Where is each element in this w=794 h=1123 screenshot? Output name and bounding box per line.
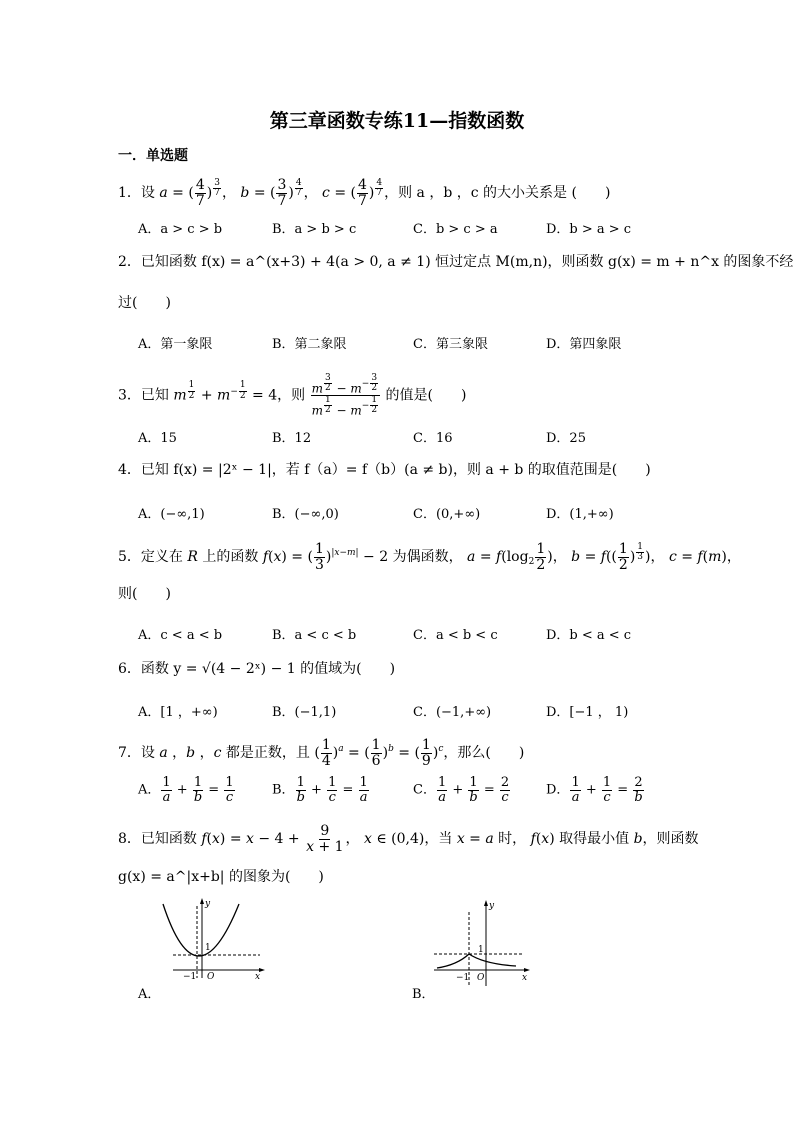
q1-option-d[interactable]: D．b > a > c xyxy=(546,222,632,237)
q6-option-b[interactable]: B．(−1,1) xyxy=(272,705,337,720)
q8-option-b-label[interactable]: B． xyxy=(412,987,435,1002)
svg-text:x: x xyxy=(255,972,261,980)
svg-text:O: O xyxy=(207,972,215,980)
question-4: 4．已知 f(x) = |2ˣ − 1|，若 f（a）= f（b）(a ≠ b)，则 a + b 的取值范围是( ) xyxy=(118,462,651,478)
q2-option-a[interactable]: A．第一象限 xyxy=(138,337,213,352)
question-5-line-1: 5．定义在 R 上的函数 f(x) = ( $\frac{1}{3}$ )$^{|x-m|}$ − 2 为偶函数， $a = f(\log_2$ $\frac{1}{2}$ )， b = f(( $\frac{1}{2}$ ) $^{\frac{1}{3}}$ )， c = f(m)， xyxy=(118,541,741,573)
question-8-line-1: 8．已知函数 f(x) = x − 4 + $\frac{9}{x + 1}$ ， x ∈ (0,4)，当 x = a 时， f(x) 取得最小值 b，则函数 xyxy=(118,823,699,855)
q3-option-b[interactable]: B．12 xyxy=(272,431,312,446)
q4-option-b[interactable]: B．(−∞,0) xyxy=(272,507,339,522)
q2-option-c[interactable]: C．第三象限 xyxy=(413,337,488,352)
q5-option-c[interactable]: C．a < b < c xyxy=(413,628,498,643)
q2-option-d[interactable]: D．第四象限 xyxy=(546,337,622,352)
q5-option-d[interactable]: D．b < a < c xyxy=(546,628,632,643)
svg-text:−1: −1 xyxy=(183,972,197,980)
q7-option-a[interactable]: A． $\frac{1}{a}$ + $\frac{1}{b}$ = $\frac{1}{c}$ xyxy=(138,775,234,805)
q7-option-b[interactable]: B． $\frac{1}{b}$ + $\frac{1}{c}$ = $\frac{1}{a}$ xyxy=(272,775,368,805)
q4-option-c[interactable]: C．(0,+∞) xyxy=(413,507,481,522)
q7-option-c[interactable]: C． $\frac{1}{a}$ + $\frac{1}{b}$ = $\frac{2}{c}$ xyxy=(413,775,510,805)
question-6: 6．函数 y = √(4 − 2ˣ) − 1 的值域为( ) xyxy=(118,661,396,677)
svg-text:x: x xyxy=(522,973,528,983)
q1-prefix: 1．设 xyxy=(118,185,155,202)
q1-tail: ，则 a ，b ，c 的大小关系是 ( ) xyxy=(384,185,611,202)
q3-option-c[interactable]: C．16 xyxy=(413,431,453,446)
q6-option-a[interactable]: A．[1 ，+∞) xyxy=(138,705,218,720)
q7-option-d[interactable]: D． $\frac{1}{a}$ + $\frac{1}{c}$ = $\frac{2}{b}$ xyxy=(546,775,643,805)
svg-text:−1: −1 xyxy=(456,973,470,983)
q5-option-b[interactable]: B．a < c < b xyxy=(272,628,357,643)
question-1: 1．设 a = ( $\frac{4}{7}$ ) $^{\frac{3}{7}}$ ， b = ( $\frac{3}{7}$ ) $^{\frac{4}{7}}$ ， c = ( $\frac{4}{7}$ ) $^{\frac{4}{7}}$ ，则 a ，b ，c 的大小关系是 ( ) xyxy=(118,177,611,209)
q3-prefix: 3．已知 xyxy=(118,387,169,404)
graph-option-b[interactable] xyxy=(432,898,537,988)
svg-text:1: 1 xyxy=(205,943,211,953)
q1-option-b[interactable]: B．a > b > c xyxy=(272,222,357,237)
q4-option-a[interactable]: A．(−∞,1) xyxy=(138,507,205,522)
question-8-line-2: g(x) = a^|x+b| 的图象为( ) xyxy=(118,869,324,885)
question-2-line-2: 过( ) xyxy=(118,295,171,311)
svg-text:O: O xyxy=(477,973,485,983)
question-7: 7．设 a ，b ，c 都是正数，且 ( $\frac{1}{4}$ )$^a$ = ( $\frac{1}{6}$ )$^b$ = ( $\frac{1}{9}$ )$^c$，那么( ) xyxy=(118,737,525,769)
q6-option-d[interactable]: D．[−1 ， 1) xyxy=(546,705,629,720)
q5-option-a[interactable]: A．c < a < b xyxy=(138,628,223,643)
q6-option-c[interactable]: C．(−1,+∞) xyxy=(413,705,492,720)
svg-text:1: 1 xyxy=(478,945,484,955)
page-title: 第三章函数专练11—指数函数 xyxy=(269,110,525,132)
q3-option-a[interactable]: A．15 xyxy=(138,431,177,446)
q8-option-a-label[interactable]: A． xyxy=(138,987,161,1002)
question-3: 3．已知 m $^{\frac{1}{2}}$ + $m^{- \frac{1}{2}}$ = 4，则 m $^{\frac{3}{2}}$ − $m^{- \frac{3}{2}}$ m $^{\frac{1}{2}}$ − $m^{- \frac{1}{2}}$ 的值是( ) xyxy=(118,373,467,418)
section-heading: 一．单选题 xyxy=(118,148,188,164)
svg-text:y: y xyxy=(489,901,495,911)
graph-option-a[interactable] xyxy=(155,898,270,980)
question-2-line-1: 2．已知函数 f(x) = a^(x+3) + 4(a > 0, a ≠ 1) 恒过定点 M(m,n)，则函数 g(x) = m + n^x 的图象不经 xyxy=(118,254,794,270)
question-5-line-2: 则( ) xyxy=(118,586,171,602)
q1-option-c[interactable]: C．b > c > a xyxy=(413,222,498,237)
q2-option-b[interactable]: B．第二象限 xyxy=(272,337,347,352)
q7-tail: ，那么( ) xyxy=(443,745,525,762)
svg-text:y: y xyxy=(205,899,211,909)
q4-option-d[interactable]: D．(1,+∞) xyxy=(546,507,614,522)
q3-option-d[interactable]: D．25 xyxy=(546,431,586,446)
q3-tail: 的值是( ) xyxy=(385,387,467,404)
q1-option-a[interactable]: A．a > c > b xyxy=(138,222,223,237)
